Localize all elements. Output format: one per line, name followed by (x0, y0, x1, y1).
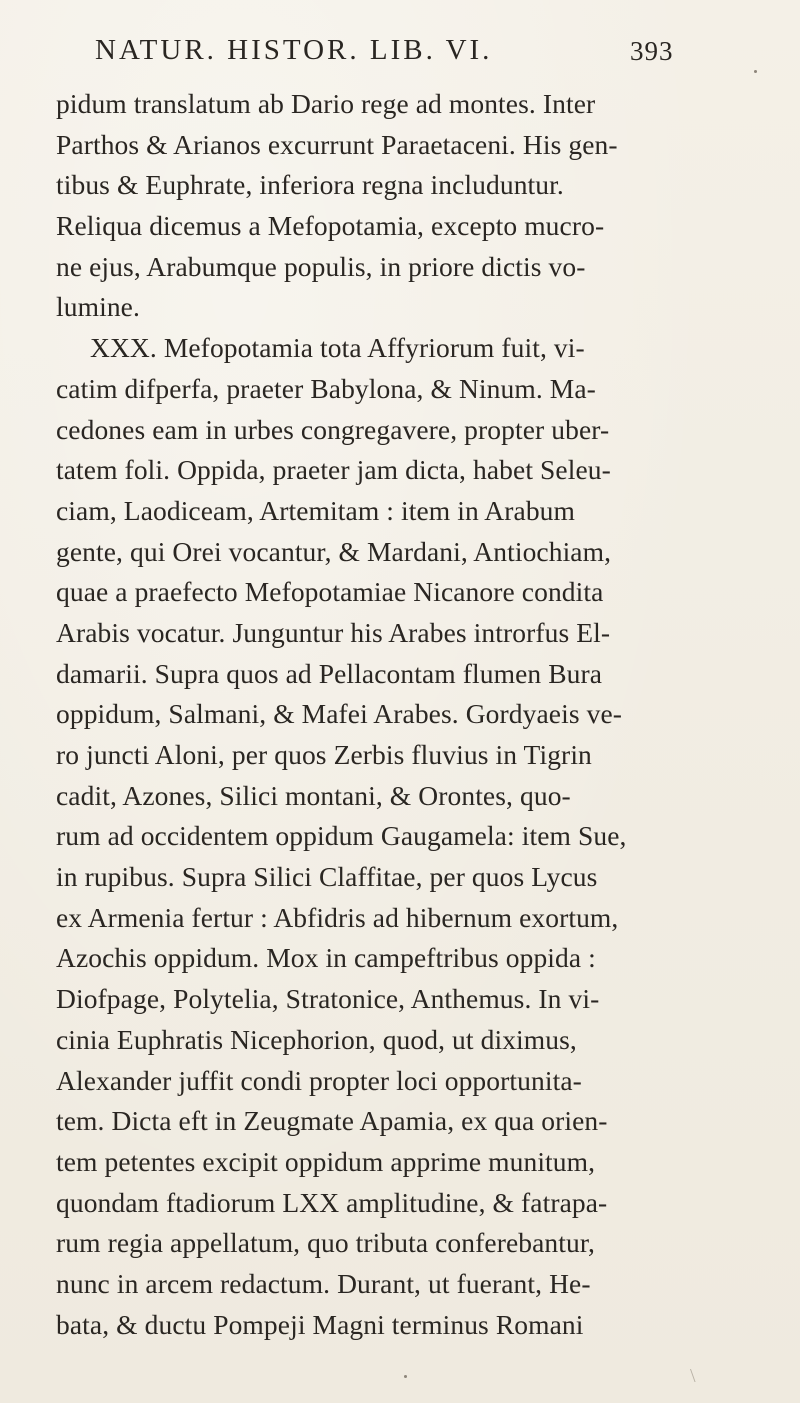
text-line: rum regia appellatum, quo tributa conferebantur, (56, 1227, 595, 1259)
text-line: nunc in arcem redactum. Durant, ut fuerant, He- (56, 1267, 591, 1299)
text-line: ne ejus, Arabumque populis, in priore dictis vo- (56, 250, 586, 282)
text-line: XXX. Mefopotamia tota Affyriorum fuit, vi- (90, 332, 585, 364)
scan-mark: \ (690, 1365, 696, 1387)
text-line: Alexander juffit condi propter loci opportunita- (56, 1064, 582, 1096)
text-line: Azochis oppidum. Mox in campeftribus oppida : (56, 942, 596, 974)
text-line: Parthos & Arianos excurrunt Paraetaceni. His gen- (56, 128, 618, 160)
text-line: in rupibus. Supra Silici Claffitae, per quos Lycus (56, 861, 598, 893)
text-line: lumine. (56, 291, 140, 323)
text-line: oppidum, Salmani, & Mafei Arabes. Gordyaeis ve- (56, 698, 623, 730)
paper-speck (404, 1375, 407, 1378)
text-line: Reliqua dicemus a Mefopotamia, excepto mucro- (56, 210, 605, 242)
text-line: ciam, Laodiceam, Artemitam : item in Arabum (56, 494, 576, 526)
text-line: tibus & Euphrate, inferiora regna includuntur. (56, 169, 564, 201)
body-text (56, 84, 721, 1345)
text-line: tatem foli. Oppida, praeter jam dicta, habet Seleu- (56, 454, 611, 486)
text-line: tem. Dicta eft in Zeugmate Apamia, ex qua orien- (56, 1105, 608, 1137)
text-line: quondam ftadiorum LXX amplitudine, & fatrapa- (56, 1186, 608, 1218)
text-line: ex Armenia fertur : Abfidris ad hibernum exortum, (56, 901, 619, 933)
text-line: cedones eam in urbes congregavere, propter uber- (56, 413, 610, 445)
running-title: NATUR. HISTOR. LIB. VI. (95, 34, 493, 66)
page-number: 393 (630, 36, 674, 66)
text-line: damarii. Supra quos ad Pellacontam flumen Bura (56, 657, 603, 689)
text-line: bata, & ductu Pompeji Magni terminus Romani (56, 1308, 584, 1340)
text-line: gente, qui Orei vocantur, & Mardani, Antiochiam, (56, 535, 612, 567)
text-line: ro juncti Aloni, per quos Zerbis fluvius in Tigrin (56, 739, 592, 770)
text-line: cadit, Azones, Silici montani, & Orontes, quo- (56, 779, 571, 811)
text-line: tem petentes excipit oppidum apprime munitum, (56, 1145, 596, 1177)
text-line: pidum translatum ab Dario rege ad montes. Inter (56, 88, 596, 119)
running-head (95, 34, 715, 74)
text-line: quae a praefecto Mefopotamiae Nicanore condita (56, 576, 604, 608)
text-line: catim difperfa, praeter Babylona, & Ninum. Ma- (56, 372, 596, 404)
paper-speck (754, 70, 757, 73)
text-line: Arabis vocatur. Junguntur his Arabes introrfus El- (56, 616, 611, 648)
text-line: cinia Euphratis Nicephorion, quod, ut diximus, (56, 1023, 577, 1055)
text-line: Diofpage, Polytelia, Stratonice, Anthemus. In vi- (56, 983, 600, 1015)
text-line: rum ad occidentem oppidum Gaugamela: item Sue, (56, 820, 627, 852)
